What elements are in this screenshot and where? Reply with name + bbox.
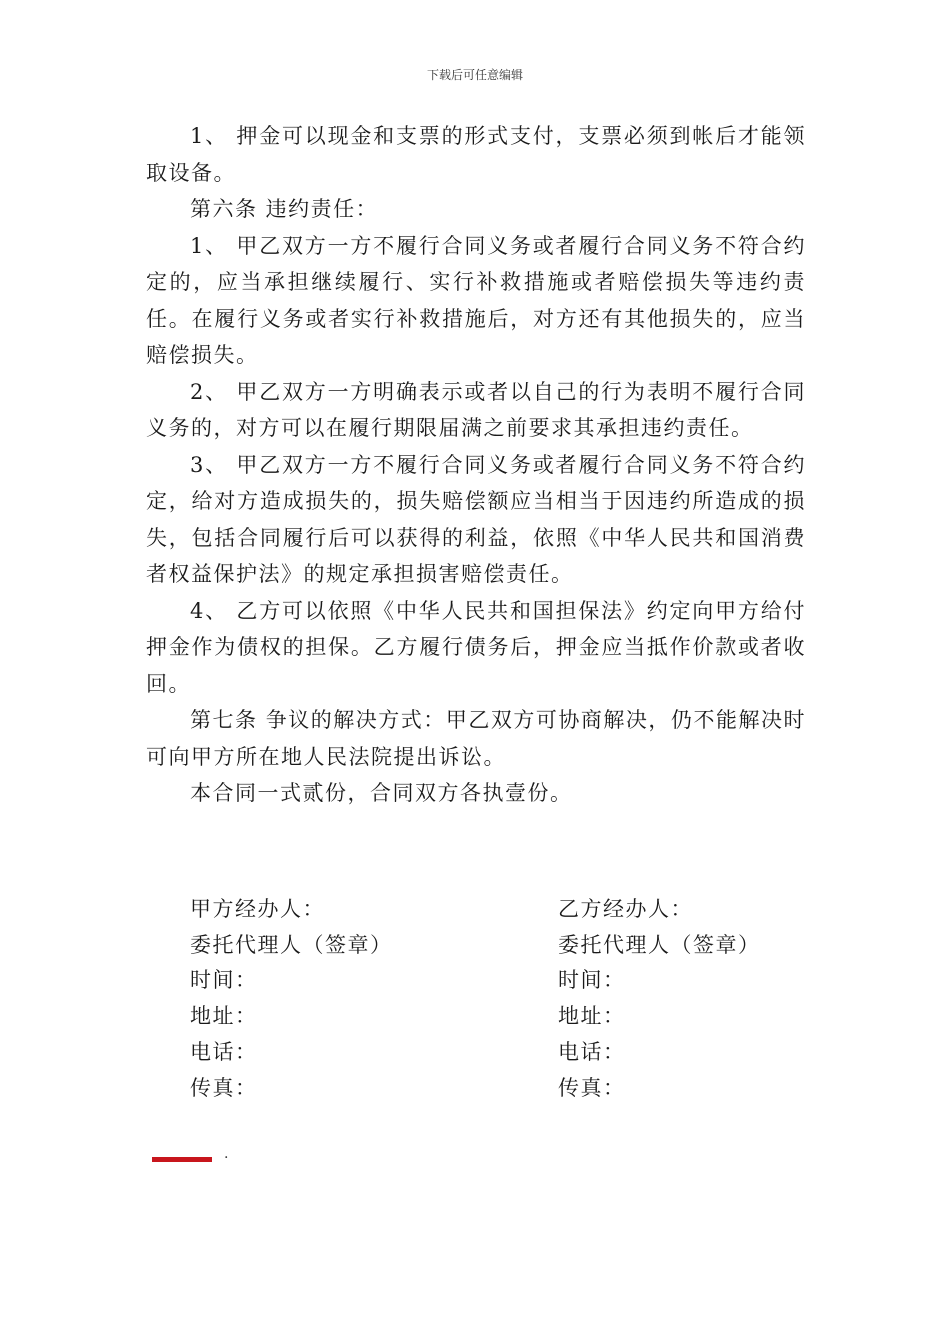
party-b-fax-label: 传真：	[558, 1075, 626, 1100]
paragraph-breach-2: 2、 甲乙双方一方明确表示或者以自己的行为表明不履行合同义务的，对方可以在履行期限届满之前要求其承担违约责任。	[146, 379, 806, 440]
contract-body	[146, 118, 806, 812]
party-a-handler-label: 甲方经办人：	[190, 897, 325, 921]
party-a-phone-label: 电话：	[190, 1039, 258, 1064]
party-b-address-label: 地址：	[558, 1004, 626, 1029]
footer-red-bar	[152, 1157, 212, 1162]
article-six-heading: 第六条 违约责任：	[190, 197, 379, 221]
party-a-address-label: 地址：	[190, 1004, 258, 1029]
paragraph-breach-1: 1、 甲乙双方一方不履行合同义务或者履行合同义务不符合约定的，应当承担继续履行、实行补救措施或者赔偿损失等违约责任。在履行义务或者实行补救措施后，对方还有其他损失的，应当赔偿损失。	[146, 233, 806, 367]
party-a-agent-label: 委托代理人（签章）	[190, 932, 393, 957]
paragraph-breach-4: 4、 乙方可以依照《中华人民共和国担保法》约定向甲方给付押金作为债权的担保。乙方履行债务后，押金应当抵作价款或者收回。	[146, 598, 806, 696]
party-a-fax-label: 传真：	[190, 1075, 258, 1100]
paragraph-deposit-payment: 1、 押金可以现金和支票的形式支付，支票必须到帐后才能领取设备。	[146, 124, 806, 185]
footer-dot: .	[224, 1146, 229, 1162]
article-seven-dispute: 第七条 争议的解决方式：甲乙双方可协商解决，仍不能解决时可向甲方所在地人民法院提出诉讼。	[146, 708, 806, 769]
party-b-handler-label: 乙方经办人：	[558, 897, 693, 921]
party-b-time-label: 时间：	[558, 968, 626, 993]
party-b-phone-label: 电话：	[558, 1039, 626, 1064]
party-b-signature	[558, 892, 761, 1106]
party-a-signature	[190, 892, 393, 1106]
paragraph-breach-3: 3、 甲乙双方一方不履行合同义务或者履行合同义务不符合约定，给对方造成损失的，损失赔偿额应当相当于因违约所造成的损失，包括合同履行后可以获得的利益，依照《中华人民共和国消费者权益保护法》的规定承担损害赔偿责任。	[146, 452, 806, 586]
party-b-agent-label: 委托代理人（签章）	[558, 932, 761, 957]
paragraph-copies: 本合同一式贰份，合同双方各执壹份。	[190, 781, 573, 805]
page-header: 下载后可任意编辑	[426, 68, 523, 82]
party-a-time-label: 时间：	[190, 968, 258, 993]
